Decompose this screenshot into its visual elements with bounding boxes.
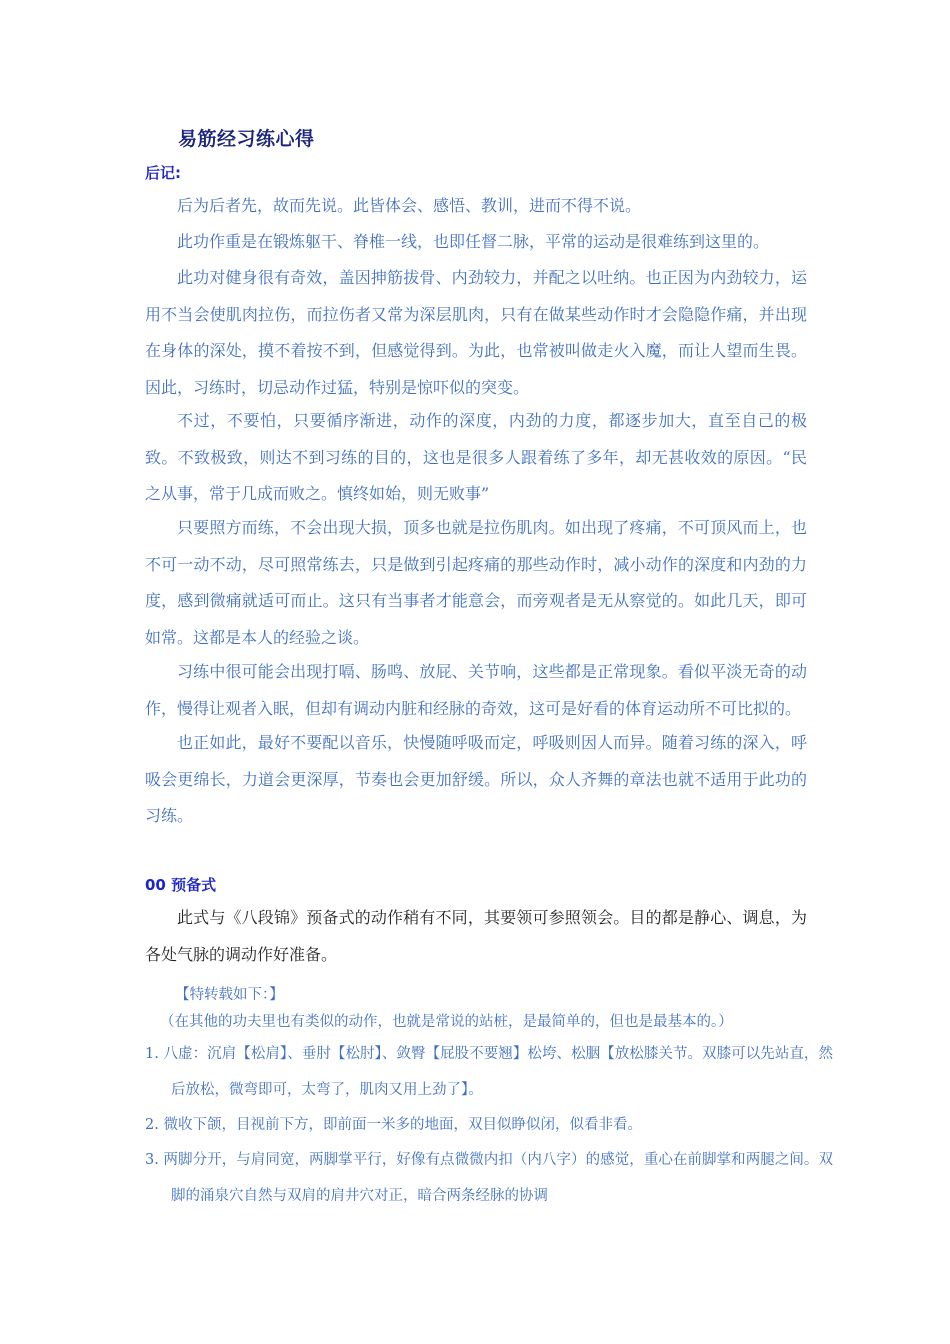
paragraph: 不过，不要怕，只要循序渐进，动作的深度，内劲的力度，都逐步加大，直至自己的极致。不致极致，则达不到习练的目的，这也是很多人跟着练了多年，却无甚收效的原因。“民之从事，常于几成而败之。慎终如始，则无败事” [145,411,807,503]
quote-note: （在其他的功夫里也有类似的动作，也就是常说的站桩，是最简单的，但也是最基本的。） [160,1014,733,1030]
paragraph: 只要照方而练，不会出现大损，顶多也就是拉伤肌肉。如出现了疼痛，不可顶风而上，也不可一动不动，尽可照常练去，只是做到引起疼痛的那些动作时，减小动作的深度和内劲的力度，感到微痛就适可而止。这只有当事者才能意会，而旁观者是无从察觉的。如此几天，即可如常。这都是本人的经验之谈。 [145,518,807,647]
paragraph: 此式与《八段锦》预备式的动作稍有不同，其要领可参照领会。目的都是静心、调息，为各处气脉的调动作好准备。 [145,908,807,964]
paragraph: 后为后者先，故而先说。此皆体会、感悟、教训，进而不得不说。 [177,196,642,215]
paragraph: 习练中很可能会出现打嗝、肠鸣、放屁、关节响，这些都是正常现象。看似平淡无奇的动作，慢得让观者入眠，但却有调动内脏和经脉的奇效，这可是好看的体育运动所不可比拟的。 [145,662,807,718]
paragraph: 此功对健身很有奇效，盖因抻筋拔骨、内劲较力，并配之以吐纳。也正因为内劲较力，运用不当会使肌肉拉伤，而拉伤者又常为深层肌肉，只有在做某些动作时才会隐隐作痛，并出现在身体的深处，摸不着按不到，但感觉得到。为此，也常被叫做走火入魔，而让人望而生畏。因此，习练时，切忌动作过猛，特别是惊吓似的突变。 [145,268,807,397]
quote-header: 【特转载如下：】 [175,987,284,1003]
section-heading-postscript: 后记: [145,164,181,182]
paragraph: 此功作重是在锻炼躯干、脊椎一线，也即任督二脉，平常的运动是很难练到这里的。 [177,232,770,251]
paragraph: 也正如此，最好不要配以音乐，快慢随呼吸而定，呼吸则因人而异。随着习练的深入，呼吸会更绵长，力道会更深厚，节奏也会更加舒缓。所以，众人齐舞的章法也就不适用于此功的习练。 [145,733,807,825]
list-item: 1. 八虚：沉肩【松肩】、垂肘【松肘】、敛臀【屁股不要翘】松垮、松胭【放松膝关节。双膝可以先站直，然后放松，微弯即可，太弯了，肌肉又用上劲了】。 [145,1046,833,1098]
section-heading-preparation: 00 预备式 [145,876,217,894]
list-item: 2. 微收下颌，目视前下方，即前面一米多的地面，双目似睁似闭，似看非看。 [145,1117,642,1133]
list-item: 3. 两脚分开，与肩同宽，两脚掌平行，好像有点微微内扣（内八字）的感觉，重心在前脚掌和两腿之间。双脚的涌泉穴自然与双肩的肩井穴对正，暗合两条经脉的协调 [145,1152,833,1204]
document-title: 易筋经习练心得 [178,128,315,150]
